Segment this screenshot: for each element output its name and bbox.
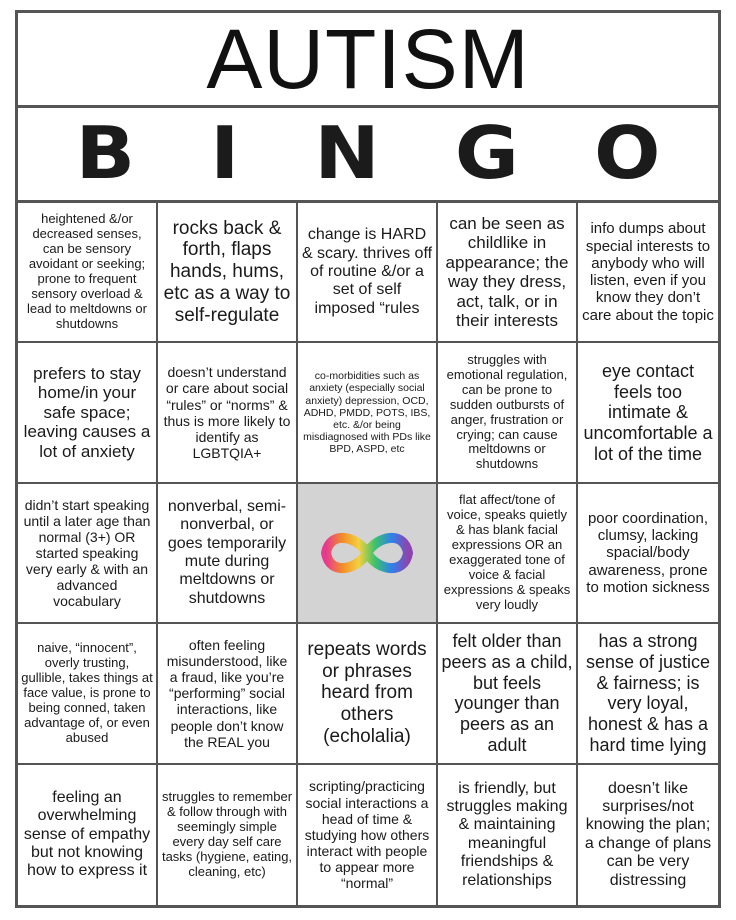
bingo-cell: poor coordination, clumsy, lacking spacial/body awareness, prone to motion sickness [578,484,718,624]
bingo-cell: struggles to remember & follow through with seemingly simple every day self care tasks (hygiene, eating, cleaning, etc) [158,765,298,905]
bingo-cell: struggles with emotional regulation, can be prone to sudden outbursts of anger, frustration or crying; can cause meltdowns or shutdowns [438,343,578,483]
bingo-cell: change is HARD & scary. thrives off of routine &/or a set of self imposed “rules [298,203,438,343]
bingo-cell: often feeling misunderstood, like a fraud, like you’re “performing” social interactions, like people don’t know the REAL you [158,624,298,764]
bingo-grid [18,203,718,905]
bingo-cell: naive, “innocent”, overly trusting, gullible, takes things at face value, is prone to being conned, taken advantage of, or even abused [18,624,158,764]
free-space [298,484,438,624]
bingo-cell: didn’t start speaking until a later age than normal (3+) OR started speaking very early & with an advanced vocabulary [18,484,158,624]
bingo-cell: info dumps about special interests to anybody who will listen, even if you know they don’t care about the topic [578,203,718,343]
bingo-cell: is friendly, but struggles making & maintaining meaningful friendships & relationships [438,765,578,905]
bingo-cell: prefers to stay home/in your safe space; leaving causes a lot of anxiety [18,343,158,483]
bingo-cell: eye contact feels too intimate & uncomfortable a lot of the time [578,343,718,483]
bingo-letter-g: G [454,112,519,196]
rainbow-infinity-icon [312,518,422,588]
bingo-letter-o: O [594,112,661,196]
bingo-cell: doesn’t like surprises/not knowing the plan; a change of plans can be very distressing [584,779,712,889]
card-title: AUTISM [206,11,530,106]
bingo-cell: heightened &/or decreased senses, can be sensory avoidant or seeking; prone to frequent sensory overload & lead to meltdowns or shutdowns [18,203,158,343]
bingo-cell: has a strong sense of justice & fairness; is very loyal, honest & has a hard time lying [578,624,718,764]
bingo-cell: co-morbidities such as anxiety (especially social anxiety) depression, OCD, ADHD, PMDD, POTS, IBS, etc. &/or being misdiagnosed with PDs like BPD, ASPD, etc [298,343,438,483]
bingo-cell: nonverbal, semi-nonverbal, or goes temporarily mute during meltdowns or shutdowns [158,484,298,624]
bingo-cell: felt older than peers as a child, but feels younger than peers as an adult [438,624,578,764]
bingo-letter-i: I [210,112,240,196]
bingo-cell: scripting/practicing social interactions a head of time & studying how others interact with people to appear more “normal” [298,765,438,905]
bingo-cell: flat affect/tone of voice, speaks quietly & has blank facial expressions OR an exaggerated tone of voice & facial expressions & speaks very loudly [438,484,578,624]
bingo-cell: can be seen as childlike in appearance; the way they dress, act, talk, or in their interests [438,203,578,343]
bingo-cell: doesn’t understand or care about social “rules” or “norms” & thus is more likely to identify as LGBTQIA+ [158,343,298,483]
bingo-cell: rocks back & forth, flaps hands, hums, etc as a way to self-regulate [158,203,298,343]
bingo-header [18,108,718,200]
bingo-letter-n: N [314,112,380,196]
bingo-cell: repeats words or phrases heard from others (echolalia) [298,624,438,764]
bingo-card [15,10,721,908]
bingo-cell: feeling an overwhelming sense of empathy but not knowing how to express it [18,765,158,905]
bingo-letter-b: B [75,112,136,196]
